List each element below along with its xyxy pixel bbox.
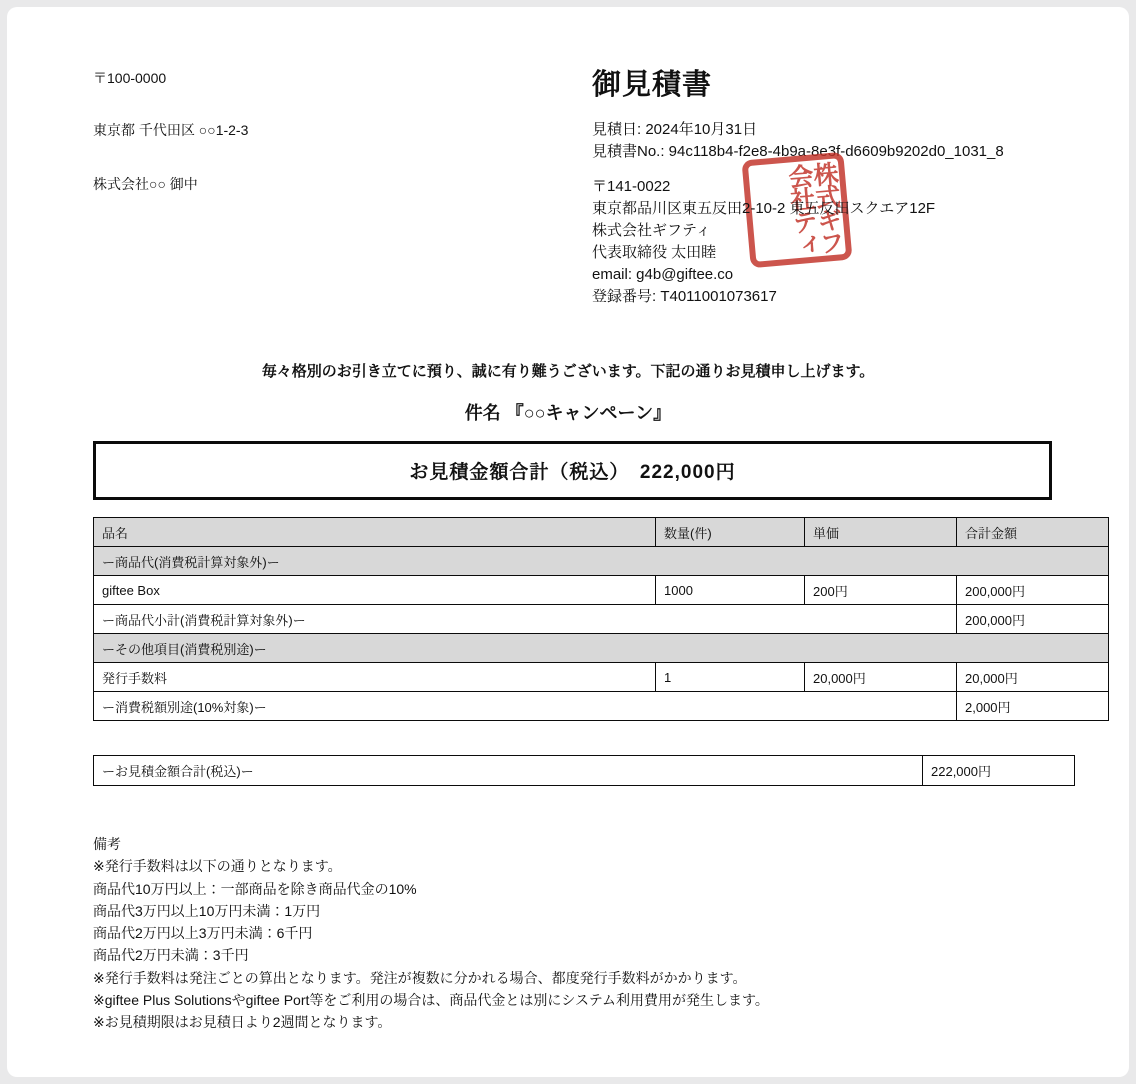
note-line: ※発行手数料は以下の通りとなります。	[93, 858, 342, 875]
item-unit-price: 20,000円	[805, 663, 957, 692]
header-total-amount: 合計金額	[957, 518, 1109, 547]
item-name: giftee Box	[94, 576, 656, 605]
item-name: 発行手数料	[94, 663, 656, 692]
header-item-name: 品名	[94, 518, 656, 547]
grand-total-amount: 222,000円	[923, 756, 1075, 786]
note-line: ※お見積期限はお見積日より2週間となります。	[93, 1014, 392, 1031]
note-line: 商品代2万円以上3万円未満：6千円	[93, 925, 313, 942]
note-line: ※giftee Plus Solutionsやgiftee Port等をご利用の場合は、商品代金とは別にシステム利用費用が発生します。	[93, 992, 769, 1009]
issuer-postal-code: 〒141-0022	[592, 178, 671, 195]
subtotal-label: ー消費税額別途(10%対象)ー	[94, 692, 957, 721]
greeting-text: 毎々格別のお引き立てに預り、誠に有り難うございます。下記の通りお見積申し上げます。	[261, 363, 875, 380]
item-quantity: 1	[656, 663, 805, 692]
item-quantity: 1000	[656, 576, 805, 605]
notes-title: 備考	[93, 836, 121, 852]
item-unit-price: 200円	[805, 576, 957, 605]
issuer-company-name: 株式会社ギフティ	[592, 222, 711, 239]
issuer-block	[592, 176, 935, 308]
seal-text-right-column: 株式会社	[784, 160, 840, 211]
section-row	[94, 547, 1109, 576]
items-table	[93, 517, 1109, 721]
recipient-postal-code: 〒100-0000	[93, 70, 167, 86]
table-header-row	[94, 518, 1109, 547]
section-label: ーその他項目(消費税別途)ー	[94, 634, 1109, 663]
note-line: ※発行手数料は発注ごとの算出となります。発注が複数に分かれる場合、都度発行手数料がかかります。	[93, 969, 747, 986]
quotation-number: 見積書No.: 94c118b4-f2e8-4b9a-8e3f-d6609b9202d0_1031_8	[592, 143, 1004, 160]
header-quantity: 数量(件)	[656, 518, 805, 547]
note-line: 商品代3万円以上10万円未満：1万円	[93, 902, 321, 919]
header-unit-price: 単価	[805, 518, 957, 547]
item-amount: 200,000円	[957, 576, 1109, 605]
subtotal-row	[94, 692, 1109, 721]
page-title: 御見積書	[592, 69, 713, 101]
issuer-registration-number: 登録番号: T4011001073617	[592, 288, 777, 305]
quotation-date: 見積日: 2024年10月31日	[592, 121, 758, 138]
grand-total-table	[93, 755, 1075, 786]
item-amount: 20,000円	[957, 663, 1109, 692]
subtotal-amount: 2,000円	[957, 692, 1109, 721]
note-line: 商品代10万円以上：一部商品を除き商品代金の10%	[93, 880, 417, 897]
notes-section	[93, 833, 769, 1034]
recipient-company-name: 株式会社○○ 御中	[93, 176, 198, 192]
recipient-address: 東京都 千代田区 ○○1-2-3	[93, 122, 249, 138]
issuer-email: email: g4b@giftee.co	[592, 266, 734, 283]
item-row	[94, 576, 1109, 605]
grand-total-label: ーお見積金額合計(税込)ー	[94, 756, 923, 786]
section-row	[94, 634, 1109, 663]
subject-line: 件名 『○○キャンペーン』	[464, 403, 672, 423]
subtotal-row	[94, 605, 1109, 634]
issuer-address: 東京都品川区東五反田2-10-2 東五反田スクエア12F	[592, 200, 936, 217]
item-row	[94, 663, 1109, 692]
subtotal-label: ー商品代小計(消費税計算対象外)ー	[94, 605, 957, 634]
note-line: 商品代2万円未満：3千円	[93, 947, 249, 964]
subtotal-amount: 200,000円	[957, 605, 1109, 634]
total-amount-box	[93, 441, 1052, 500]
section-label: ー商品代(消費税計算対象外)ー	[94, 547, 1109, 576]
issuer-representative: 代表取締役 太田睦	[592, 244, 717, 261]
seal-text-left-column: ギフティ	[788, 206, 844, 257]
grand-total-row	[94, 756, 1075, 786]
total-amount-label: お見積金額合計（税込） 222,000円	[409, 462, 736, 483]
